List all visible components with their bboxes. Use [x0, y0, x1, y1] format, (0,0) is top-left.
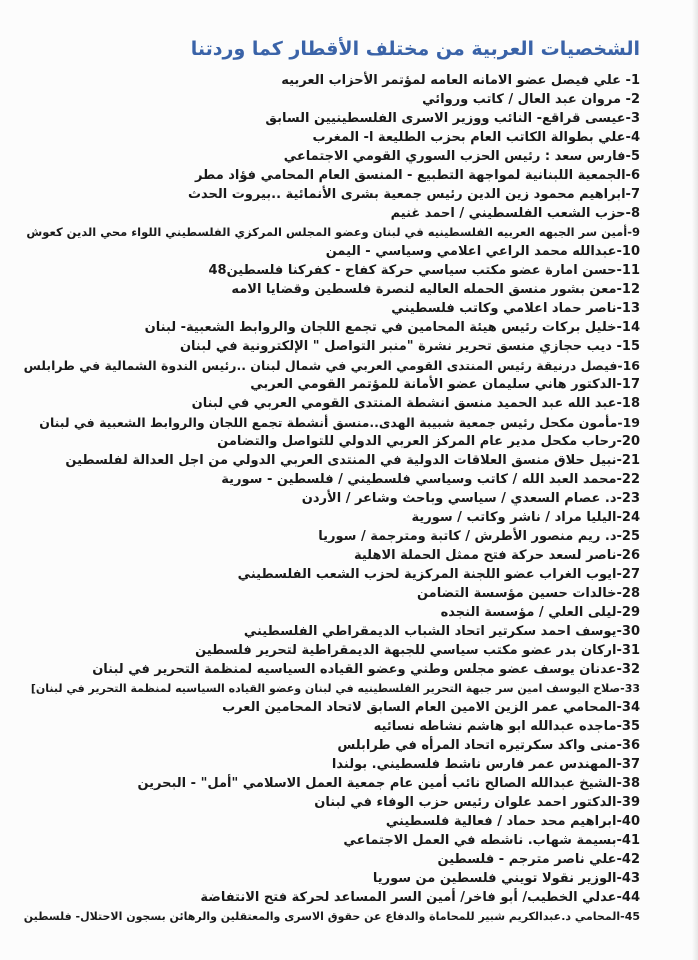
list-item: 20-رحاب مكحل مدير عام المركز العربي الدولي للتواصل والتضامن [217, 434, 640, 449]
list-item: 38-الشيخ عبدالله الصالح نائب أمين عام جمعية العمل الاسلامي "أمل" - البحرين [137, 776, 640, 791]
list-item: 34-المحامي عمر الزين الامين العام السابق لاتحاد المحامين العرب [222, 700, 640, 715]
list-item: 33-صلاح اليوسف امين سر جبهة التحرير الفلسطينيه في لبنان وعضو القياده السياسيه لمنظمة التحرير في لبنان] [30, 682, 640, 695]
list-item: 26-ناصر لسعد حركة فتح ممثل الحملة الاهلية [353, 548, 640, 563]
list-item: 22-محمد العبد الله / كاتب وسياسي فلسطيني / فلسطين - سورية [221, 472, 640, 487]
list-item: 6-الجمعية اللبنانية لمواجهة التطبيع - المنسق العام المحامي فؤاد مطر [194, 168, 640, 183]
list-item: 3-عيسى قراقع- النائب ووزير الاسرى الفلسطينيين السابق [265, 111, 640, 126]
list-item: 28-خالدات حسين مؤسسة التضامن [416, 586, 640, 601]
list-item: 10-عبدالله محمد الراعي اعلامي وسياسي - اليمن [325, 244, 640, 259]
list-item: 1- علي فيصل عضو الامانه العامه لمؤتمر الأحزاب العربيه [281, 73, 640, 88]
list-item: 37-المهندس عمر فارس ناشط فلسطيني. بولندا [331, 757, 640, 772]
list-item: 4-علي بطوالة الكاتب العام بحزب الطليعة ا- المغرب [312, 130, 640, 145]
list-item: 8-حزب الشعب الفلسطيني / احمد غنيم [390, 206, 640, 221]
list-item: 5-فارس سعد : رئيس الحزب السوري القومي الاجتماعي [283, 149, 640, 164]
list-item: 9-أمين سر الجبهه العربيه الفلسطينيه في لبنان وعضو المجلس المركزي الفلسطيني اللواء محي الدين كعوش [26, 225, 640, 239]
page-title: الشخصيات العربية من مختلف الأقطار كما وردتنا [190, 38, 640, 60]
list-item: 41-بسيمة شهاب. ناشطه في العمل الاجتماعي [343, 833, 640, 848]
page-edge-shadow [692, 0, 698, 960]
list-item: 27-ايوب الغراب عضو اللجنة المركزية لحزب الشعب الفلسطيني [237, 567, 640, 582]
list-item: 17-الدكتور هاني سليمان عضو الأمانة للمؤتمر القومي العربي [250, 377, 640, 392]
list-item: 12-معن بشور منسق الحمله العاليه لنصرة فلسطين وقضايا الامه [231, 282, 640, 297]
names-list [20, 71, 640, 926]
list-item: 40-ابراهيم محد حماد / فعالية فلسطيني [385, 814, 640, 829]
list-item: 7-ابراهيم محمود زين الدين رئيس جمعية بشرى الأنمائية ..بيروت الحدث [187, 187, 640, 202]
list-item: 45-المحامي د.عبدالكريم شبير للمحاماة والدفاع عن حقوق الاسرى والمعتقلين والرهائن بسجون الاحتلال- فلسطين [23, 910, 640, 923]
list-item: 18-عبد الله عبد الحميد منسق انشطة المنتدى القومي العربي في لبنان [191, 396, 640, 411]
list-item: 32-عدنان يوسف عضو مجلس وطني وعضو القياده السياسيه لمنظمة التحرير في لبنان [92, 662, 640, 677]
list-item: 25-د. ريم منصور الأطرش / كاتبة ومترجمة / سوريا [318, 529, 640, 544]
list-item: 2- مروان عبد العال / كاتب وروائي [422, 92, 640, 107]
list-item: 13-ناصر حماد اعلامي وكاتب فلسطيني [391, 301, 640, 316]
list-item: 14-خليل بركات رئيس هيئة المحامين في تجمع اللجان والروابط الشعبية- لبنان [144, 320, 640, 335]
list-item: 36-منى واكد سكرتيره اتحاد المرأه في طرابلس [337, 738, 640, 753]
list-item: 29-ليلى العلي / مؤسسة النجده [440, 605, 640, 620]
list-item: 43-الوزير نقولا تويني فلسطين من سوريا [372, 871, 640, 886]
list-item: 24-اليليا مراد / ناشر وكاتب / سورية [411, 510, 640, 525]
list-item: 21-نبيل حلاق منسق العلاقات الدولية في المنتدى العربي الدولي من اجل العدالة لفلسطين [65, 453, 640, 468]
list-item: 30-يوسف احمد سكرتير اتحاد الشباب الديمقراطي الفلسطيني [243, 624, 640, 639]
list-item: 16-فيصل درنيقة رئيس المنتدى القومي العربي في شمال لبنان ..رئيس الندوة الشمالية في طرابلس [23, 358, 640, 373]
list-item: 11-حسن امارة عضو مكتب سياسي حركة كفاح - كفركنا فلسطين48 [208, 263, 640, 278]
list-item: 23-د. عصام السعدي / سياسي وباحث وشاعر / الأردن [301, 491, 640, 506]
list-item: 44-عدلي الخطيب/ أبو فاخر/ أمين السر المساعد لحركة فتح الانتفاضة [200, 890, 640, 905]
list-item: 35-ماجده عبدالله ابو هاشم نشاطه نسائيه [373, 719, 640, 734]
list-item: 42-علي ناصر مترجم - فلسطين [437, 852, 640, 867]
list-item: 15- ديب حجازي منسق تحرير نشرة "منبر التواصل " الإلكترونية في لبنان [179, 339, 640, 354]
list-item: 31-اركان بدر عضو مكتب سياسي للجبهة الديمقراطية لتحرير فلسطين [195, 643, 640, 658]
list-item: 39-الدكتور احمد علوان رئيس حزب الوفاء في لبنان [314, 795, 640, 810]
list-item: 19-مأمون مكحل رئيس جمعية شبيبة الهدى..منسق أنشطة تجمع اللجان والروابط الشعبية في لبنان [39, 415, 640, 430]
